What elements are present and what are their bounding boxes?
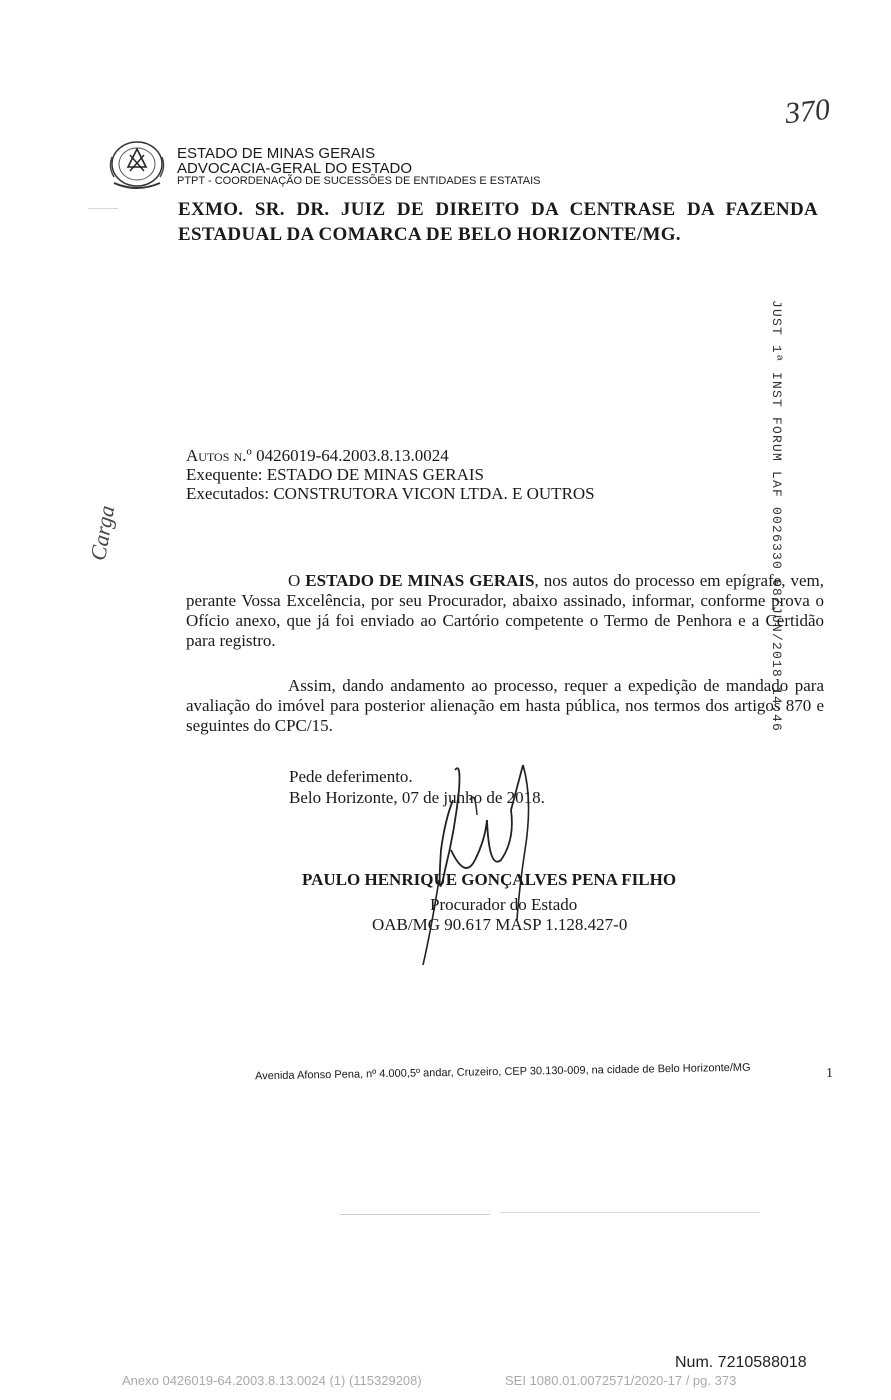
document-number: Num. 7210588018 (675, 1354, 807, 1371)
signer-role: Procurador do Estado (430, 895, 578, 914)
exequente-line: Exequente: ESTADO DE MINAS GERAIS (186, 465, 484, 484)
state-crest-emblem (108, 137, 166, 193)
org-name-state: ESTADO DE MINAS GERAIS (177, 145, 376, 162)
addressee-heading: EXMO. SR. DR. JUIZ DE DIREITO DA CENTRASE DA FAZENDA ESTADUAL DA COMARCA DE BELO HORIZONTE/MG. (178, 199, 818, 245)
closing-request: Pede deferimento. (289, 767, 413, 786)
autos-label: Autos n.º (186, 446, 252, 465)
handwritten-page-number: 370 (783, 92, 832, 131)
scan-artifact-line (500, 1212, 760, 1213)
protocol-stamp: JUST 1ª INST FORUM LAF 0026330 08/JUN/2018 14:46 (769, 300, 784, 733)
autos-number: 0426019-64.2003.8.13.0024 (256, 446, 449, 465)
scan-artifact-line (340, 1214, 490, 1215)
sei-reference: SEI 1080.01.0072571/2020-17 / pg. 373 (505, 1373, 737, 1388)
executados-line: Executados: CONSTRUTORA VICON LTDA. E OUTROS (186, 484, 595, 503)
para1-text: , nos autos do processo em epígrafe, vem, perante Vossa Excelência, por seu Procurador, abaixo assinado, informar, conforme prova o Ofício anexo, que já foi enviado ao Cartório competente o Termo de Penhora e a Certidão para registro. (186, 571, 825, 650)
para1-prefix: O (288, 571, 306, 590)
margin-note-handwritten: Carga (85, 503, 120, 563)
page-number: 1 (826, 1066, 833, 1081)
case-number-line (186, 446, 449, 466)
scan-artifact-line (88, 208, 118, 209)
attachment-reference: Anexo 0426019-64.2003.8.13.0024 (1) (115329208) (122, 1373, 422, 1388)
body-paragraph-1 (186, 571, 824, 651)
body-paragraph-2: Assim, dando andamento ao processo, requer a expedição de mandado para avaliação do imóvel para posterior alienação em hasta pública, nos termos dos artigos 870 e seguintes do CPC/15. (186, 676, 824, 735)
signer-name: PAULO HENRIQUE GONÇALVES PENA FILHO (302, 870, 677, 889)
para1-bold-subject: ESTADO DE MINAS GERAIS (305, 571, 535, 590)
office-address: Avenida Afonso Pena, nº 4.000,5º andar, Cruzeiro, CEP 30.130-009, na cidade de Belo Horizonte/MG (254, 1061, 751, 1083)
org-name-coordination: PTPT - COORDENAÇÃO DE SUCESSÕES DE ENTIDADES E ESTATAIS (177, 175, 541, 187)
org-name-advocacia: ADVOCACIA-GERAL DO ESTADO (177, 160, 413, 177)
signer-registration: OAB/MG 90.617 MASP 1.128.427-0 (372, 915, 628, 934)
closing-place-date: Belo Horizonte, 07 de junho de 2018. (289, 788, 545, 807)
handwritten-signature (415, 760, 585, 970)
